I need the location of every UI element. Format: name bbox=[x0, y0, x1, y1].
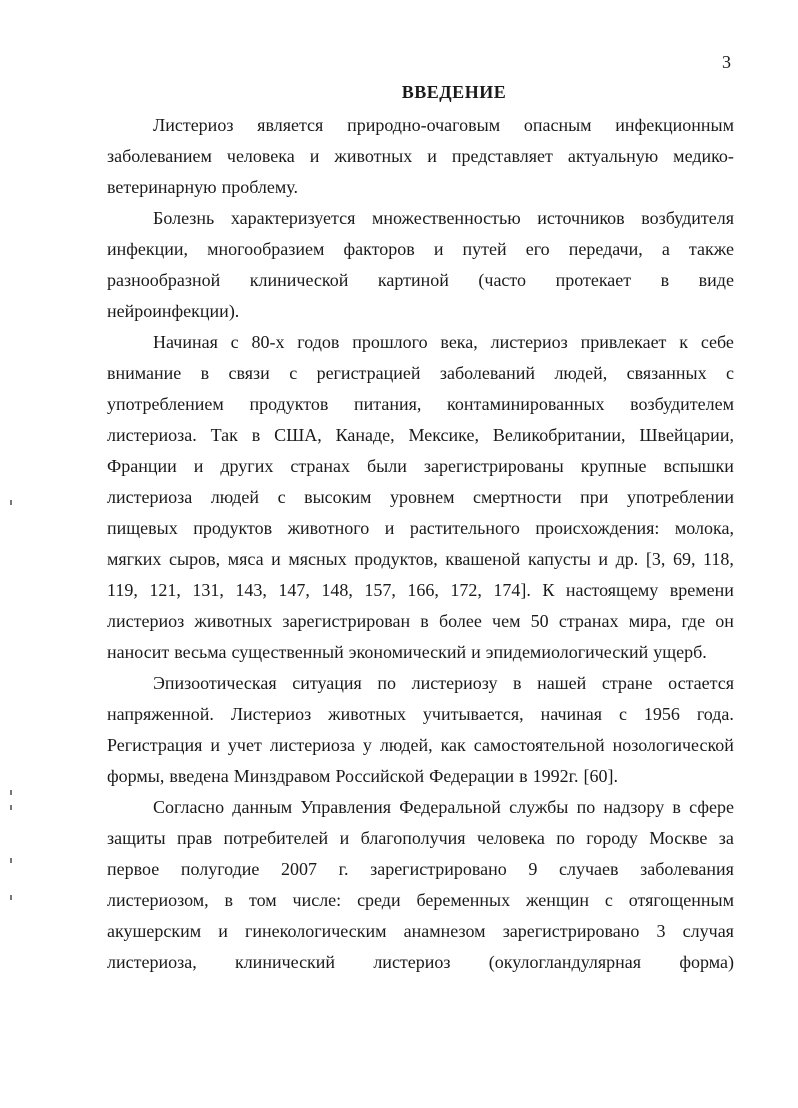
text-line: формы, введена Минздравом Российской Федерации в 1992г. [60]. bbox=[107, 766, 619, 786]
text-line: Болезнь характеризуется множественностью источников возбудителя bbox=[153, 208, 734, 228]
paragraph bbox=[107, 203, 734, 327]
section-heading: ВВЕДЕНИЕ bbox=[401, 82, 507, 102]
text-line: листериозом, в том числе: среди беременных женщин с отягощенным bbox=[107, 890, 734, 910]
text-line: употреблением продуктов питания, контаминированных возбудителем bbox=[107, 394, 734, 414]
text-line: защиты прав потребителей и благополучия человека по городу Москве за bbox=[107, 828, 734, 848]
text-line: Регистрация и учет листериоза у людей, как самостоятельной нозологической bbox=[107, 735, 734, 755]
scan-artifact-mark bbox=[10, 500, 12, 505]
paragraph bbox=[107, 668, 734, 792]
text-line: мягких сыров, мяса и мясных продуктов, квашеной капусты и др. [3, 69, 118, bbox=[107, 549, 734, 569]
text-line: первое полугодие 2007 г. зарегистрировано 9 случаев заболевания bbox=[107, 859, 734, 879]
paragraph bbox=[107, 327, 734, 668]
text-line: ветеринарную проблему. bbox=[107, 177, 298, 197]
body-text bbox=[107, 110, 734, 978]
text-line: разнообразной клинической картиной (часто протекает в виде bbox=[107, 270, 734, 290]
page-number: 3 bbox=[722, 52, 731, 72]
text-line: наносит весьма существенный экономический и эпидемиологический ущерб. bbox=[107, 642, 707, 662]
text-line: Франции и других странах были зарегистрированы крупные вспышки bbox=[107, 456, 734, 476]
text-line: листериоза, клинический листериоз (окулогландулярная форма) bbox=[107, 952, 734, 972]
scan-artifact-mark bbox=[10, 858, 12, 863]
text-line: внимание в связи с регистрацией заболеваний людей, связанных с bbox=[107, 363, 734, 383]
text-line: листериоз животных зарегистрирован в более чем 50 странах мира, где он bbox=[107, 611, 734, 631]
paragraph bbox=[107, 110, 734, 203]
text-line: Начиная с 80-х годов прошлого века, листериоз привлекает к себе bbox=[153, 332, 734, 352]
text-line: Эпизоотическая ситуация по листериозу в нашей стране остается bbox=[153, 673, 734, 693]
paragraph bbox=[107, 792, 734, 978]
text-line: напряженной. Листериоз животных учитывается, начиная с 1956 года. bbox=[107, 704, 734, 724]
scan-artifact-mark bbox=[10, 790, 12, 795]
text-line: Согласно данным Управления Федеральной службы по надзору в сфере bbox=[153, 797, 734, 817]
text-line: заболеванием человека и животных и представляет актуальную медико- bbox=[107, 146, 734, 166]
text-line: нейроинфекции). bbox=[107, 301, 240, 321]
scan-artifact-mark bbox=[10, 895, 12, 900]
text-line: листериоза. Так в США, Канаде, Мексике, Великобритании, Швейцарии, bbox=[107, 425, 734, 445]
scan-artifact-mark bbox=[10, 805, 12, 810]
text-line: листериоза людей с высоким уровнем смертности при употреблении bbox=[107, 487, 734, 507]
text-line: инфекции, многообразием факторов и путей его передачи, а также bbox=[107, 239, 734, 259]
text-line: Листериоз является природно-очаговым опасным инфекционным bbox=[153, 115, 734, 135]
text-line: пищевых продуктов животного и растительного происхождения: молока, bbox=[107, 518, 734, 538]
text-line: акушерским и гинекологическим анамнезом зарегистрировано 3 случая bbox=[107, 921, 734, 941]
text-line: 119, 121, 131, 143, 147, 148, 157, 166, 172, 174]. К настоящему времени bbox=[107, 580, 734, 600]
